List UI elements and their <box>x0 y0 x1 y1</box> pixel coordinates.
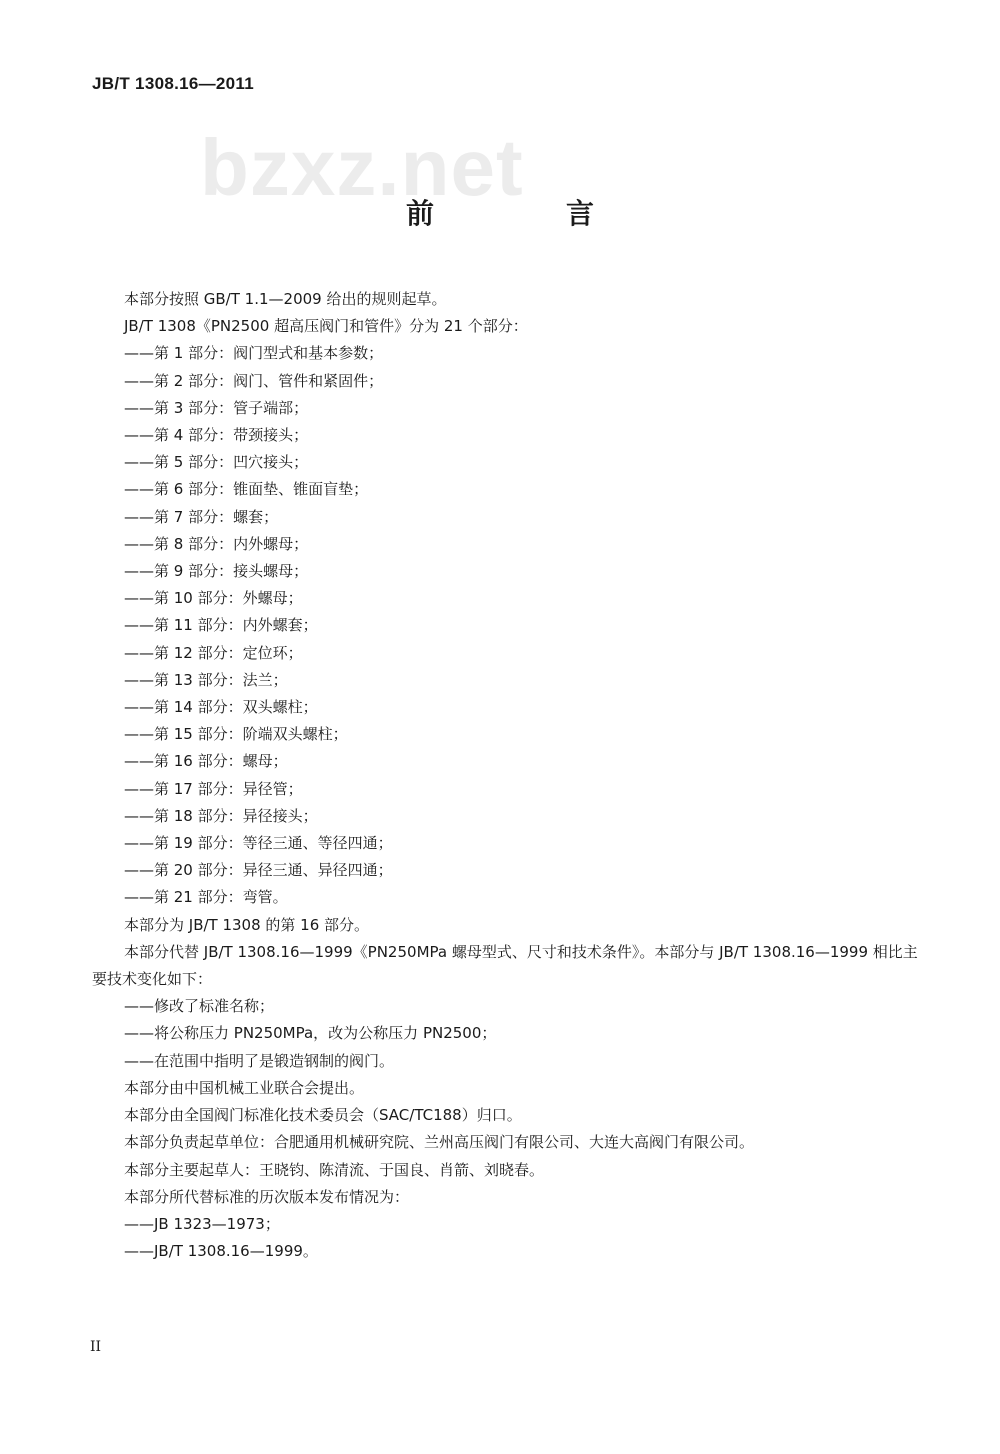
list-item: ——第 9 部分：接头螺母； <box>124 562 309 581</box>
list-item: ——第 2 部分：阀门、管件和紧固件； <box>124 371 384 390</box>
foreword-body <box>92 286 918 1265</box>
paragraph: JB/T 1308《PN2500 超高压阀门和管件》分为 21 个部分： <box>124 317 528 336</box>
list-item: ——第 3 部分：管子端部； <box>124 398 309 417</box>
page-title: 前 言 <box>405 197 646 230</box>
watermark: bzxz.net <box>200 123 524 212</box>
list-item: ——第 6 部分：锥面垫、锥面盲垫； <box>124 480 369 499</box>
paragraph: 本部分由中国机械工业联合会提出。 <box>124 1078 365 1097</box>
list-item: ——第 11 部分：内外螺套； <box>124 616 318 635</box>
paragraph: 本部分所代替标准的历次版本发布情况为： <box>124 1187 410 1206</box>
list-item: ——第 20 部分：异径三通、异径四通； <box>124 861 393 880</box>
paragraph: 本部分由全国阀门标准化技术委员会（SAC/TC188）归口。 <box>124 1106 522 1125</box>
paragraph: 本部分主要起草人：王晓钧、陈清流、于国良、肖箭、刘晓春。 <box>124 1160 545 1179</box>
list-item: ——第 19 部分：等径三通、等径四通； <box>124 834 393 853</box>
paragraph: 本部分代替 JB/T 1308.16—1999《PN250MPa 螺母型式、尺寸和技术条件》。本部分与 JB/T 1308.16—1999 相比主要技术变化如下： <box>92 942 918 989</box>
list-item: ——第 10 部分：外螺母； <box>124 589 303 608</box>
paragraph: 本部分负责起草单位：合肥通用机械研究院、兰州高压阀门有限公司、大连大高阀门有限公司。 <box>124 1133 755 1152</box>
standard-number: JB/T 1308.16—2011 <box>92 74 254 93</box>
paragraph: 本部分按照 GB/T 1.1—2009 给出的规则起草。 <box>124 290 447 308</box>
list-item: ——第 15 部分：阶端双头螺柱； <box>124 725 348 744</box>
list-item: ——JB 1323—1973； <box>124 1214 280 1233</box>
list-item: ——第 1 部分：阀门型式和基本参数； <box>124 344 384 363</box>
page-number: II <box>90 1339 102 1355</box>
list-item: ——第 17 部分：异径管； <box>124 779 303 798</box>
list-item: ——第 14 部分：双头螺柱； <box>124 698 318 717</box>
list-item: ——第 5 部分：凹穴接头； <box>124 453 309 472</box>
list-item: ——第 18 部分：异径接头； <box>124 806 318 825</box>
list-item: ——修改了标准名称； <box>124 997 275 1016</box>
list-item: ——在范围中指明了是锻造钢制的阀门。 <box>124 1051 395 1070</box>
list-item: ——第 7 部分：螺套； <box>124 507 279 526</box>
list-item: ——第 8 部分：内外螺母； <box>124 534 309 553</box>
list-item: ——第 16 部分：螺母； <box>124 752 288 771</box>
list-item: ——JB/T 1308.16—1999。 <box>124 1242 318 1261</box>
paragraph: 本部分为 JB/T 1308 的第 16 部分。 <box>124 915 370 934</box>
list-item: ——第 21 部分：弯管。 <box>124 888 288 907</box>
list-item: ——第 13 部分：法兰； <box>124 670 288 689</box>
list-item: ——将公称压力 PN250MPa，改为公称压力 PN2500； <box>124 1024 497 1043</box>
list-item: ——第 4 部分：带颈接头； <box>124 426 309 445</box>
list-item: ——第 12 部分：定位环； <box>124 643 303 662</box>
